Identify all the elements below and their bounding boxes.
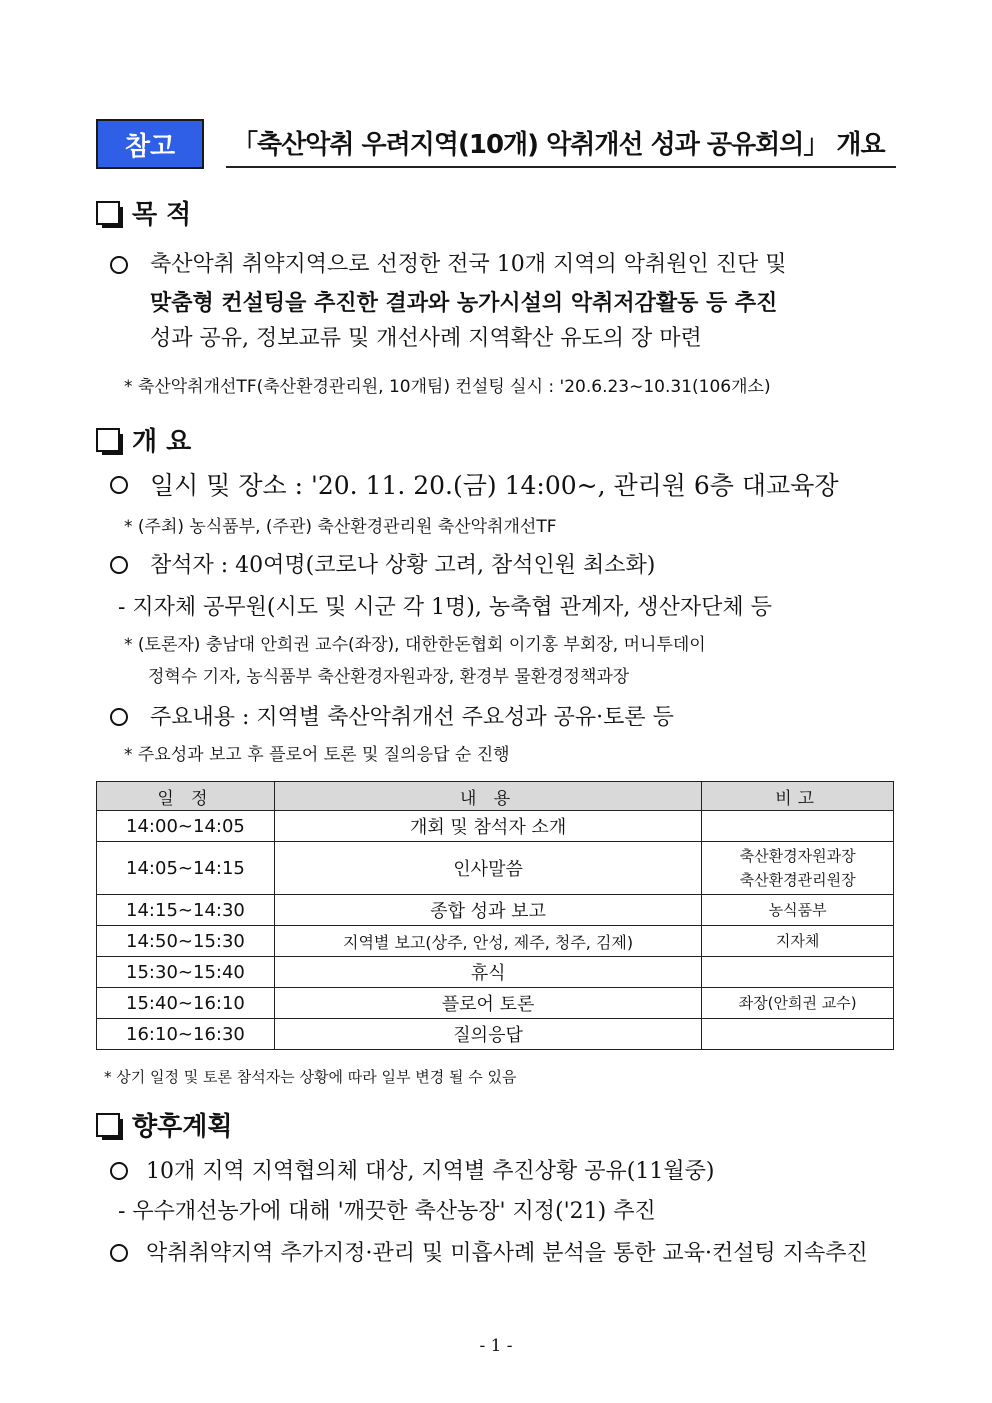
circle-bullet-icon — [110, 1244, 128, 1262]
section-overview — [96, 421, 191, 458]
row-content: 질의응답 — [274, 1019, 701, 1050]
section-purpose — [96, 194, 191, 231]
table-row — [97, 811, 894, 842]
schedule-footnote: * 상기 일정 및 토론 참석자는 상황에 따라 일부 변경 될 수 있음 — [104, 1068, 517, 1086]
row-content: 플로어 토론 — [274, 988, 701, 1019]
overview-datetime: 일시 및 장소 : '20. 11. 20.(금) 14:00~, 관리원 6층 대교육장 — [150, 471, 839, 500]
checkbox-square-icon — [96, 428, 120, 452]
plan-item-1: 10개 지역 지역협의체 대상, 지역별 추진상황 공유(11월중) — [146, 1159, 715, 1184]
header-content: 내 용 — [274, 782, 701, 811]
header-time: 일 정 — [97, 782, 275, 811]
row-note: 농식품부 — [702, 895, 894, 926]
checkbox-square-icon — [96, 1113, 120, 1137]
checkbox-square-icon — [96, 201, 120, 225]
overview-content: 주요내용 : 지역별 축산악취개선 주요성과 공유·토론 등 — [150, 705, 674, 730]
table-row — [97, 842, 894, 895]
table-row — [97, 988, 894, 1019]
row-content: 종합 성과 보고 — [274, 895, 701, 926]
section-heading: 목 적 — [132, 200, 192, 230]
row-time: 15:40∼16:10 — [97, 988, 275, 1019]
purpose-line-1: 축산악취 취약지역으로 선정한 전국 10개 지역의 악취원인 진단 및 — [150, 252, 787, 277]
document-title: 「축산악취 우려지역(10개) 악취개선 성과 공유회의」 개요 — [232, 130, 885, 160]
schedule-table — [96, 781, 894, 1050]
row-note: 지자체 — [702, 926, 894, 957]
circle-bullet-icon — [110, 708, 128, 726]
table-header-row — [97, 782, 894, 811]
row-content: 지역별 보고(상주, 안성, 제주, 청주, 김제) — [274, 926, 701, 957]
section-plan — [96, 1106, 232, 1143]
table-row — [97, 1019, 894, 1050]
row-time: 14:15∼14:30 — [97, 895, 275, 926]
page-number: - 1 - — [479, 1336, 513, 1356]
row-note — [702, 1019, 894, 1050]
purpose-note: * 축산악취개선TF(축산환경관리원, 10개팀) 컨설팅 실시 : '20.6.23∼10.31(106개소) — [124, 377, 771, 397]
circle-bullet-icon — [110, 1162, 128, 1180]
row-note — [702, 811, 894, 842]
row-time: 15:30∼15:40 — [97, 957, 275, 988]
overview-host-note: * (주최) 농식품부, (주관) 축산환경관리원 축산악취개선TF — [124, 517, 557, 537]
circle-bullet-icon — [110, 256, 128, 274]
row-content: 인사말씀 — [274, 842, 701, 895]
overview-panel-note-1: * (토론자) 충남대 안희권 교수(좌장), 대한한돈협회 이기홍 부회장, 머니투데이 — [124, 635, 706, 655]
overview-attendees-detail: - 지자체 공무원(시도 및 시군 각 1명), 농축협 관계자, 생산자단체 등 — [118, 595, 772, 620]
row-note: 축산환경자원과장 축산환경관리원장 — [702, 842, 894, 895]
row-content: 개회 및 참석자 소개 — [274, 811, 701, 842]
purpose-line-3: 성과 공유, 정보교류 및 개선사례 지역확산 유도의 장 마련 — [150, 326, 702, 351]
purpose-line-2: 맞춤형 컨설팅을 추진한 결과와 농가시설의 악취저감활동 등 추진 — [150, 290, 778, 316]
row-note: 좌장(안희권 교수) — [702, 988, 894, 1019]
plan-item-1-detail: - 우수개선농가에 대해 '깨끗한 축산농장' 지정('21) 추진 — [118, 1199, 656, 1224]
header-note: 비고 — [702, 782, 894, 811]
section-heading: 개 요 — [132, 427, 192, 457]
table-row — [97, 957, 894, 988]
row-note — [702, 957, 894, 988]
row-content: 휴식 — [274, 957, 701, 988]
overview-attendees: 참석자 : 40여명(코로나 상황 고려, 참석인원 최소화) — [150, 553, 656, 578]
reference-badge: 참고 — [96, 119, 204, 169]
circle-bullet-icon — [110, 476, 128, 494]
overview-panel-note-2: 정혁수 기자, 농식품부 축산환경자원과장, 환경부 물환경정책과장 — [148, 667, 630, 687]
circle-bullet-icon — [110, 556, 128, 574]
row-time: 14:05∼14:15 — [97, 842, 275, 895]
table-row — [97, 895, 894, 926]
title-underline — [226, 166, 896, 168]
overview-content-note: * 주요성과 보고 후 플로어 토론 및 질의응답 순 진행 — [124, 745, 510, 765]
table-row — [97, 926, 894, 957]
row-time: 14:50∼15:30 — [97, 926, 275, 957]
row-time: 16:10∼16:30 — [97, 1019, 275, 1050]
row-time: 14:00∼14:05 — [97, 811, 275, 842]
plan-item-2: 악취취약지역 추가지정·관리 및 미흡사례 분석을 통한 교육·컨설팅 지속추진 — [146, 1241, 868, 1266]
section-heading: 향후계획 — [132, 1112, 233, 1142]
